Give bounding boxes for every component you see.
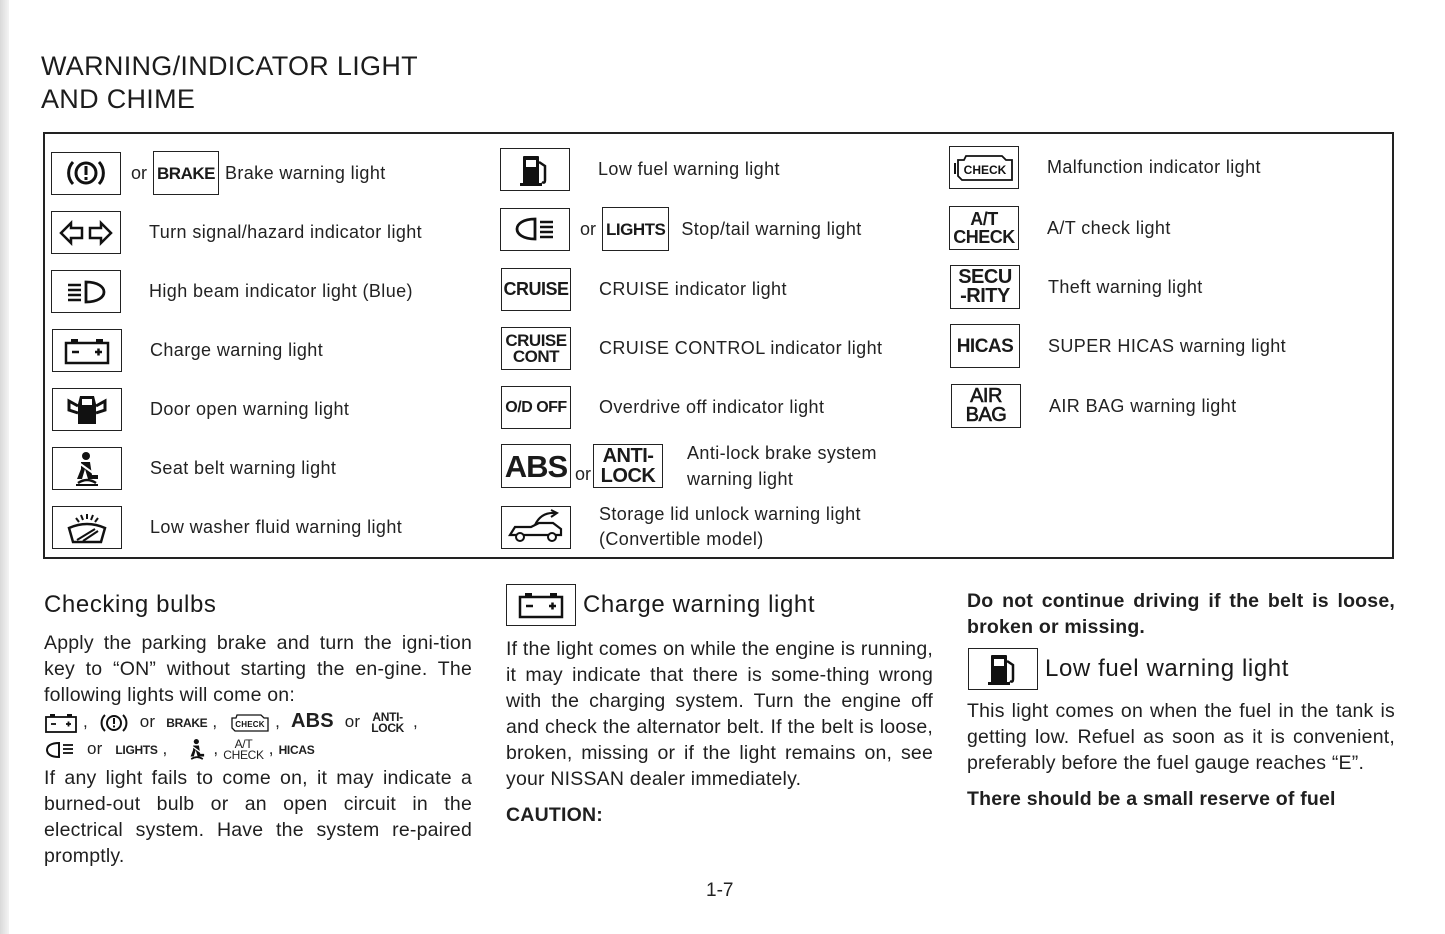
battery-icon (506, 584, 576, 626)
page-title (41, 50, 418, 116)
or-text: or (131, 162, 148, 183)
or-text: or (139, 712, 156, 731)
legend-row-security (950, 265, 1203, 309)
legend-label: Malfunction indicator light (1047, 157, 1261, 177)
legend-row-hicas (950, 324, 1286, 368)
cruise-cont-text-icon (501, 327, 571, 370)
abs-text-icon: ABS (501, 444, 571, 488)
legend-label: Door open warning light (150, 399, 350, 419)
or-text: or (86, 739, 103, 758)
icon-text-line: AIR (970, 385, 1002, 407)
title-line-2: AND CHIME (41, 84, 196, 114)
legend-row-washer (52, 506, 402, 549)
brake-circle-icon (51, 152, 121, 195)
separator: , (275, 712, 281, 731)
legend-row-cruise (501, 268, 787, 311)
high-beam-icon (51, 270, 121, 313)
legend-row-charge (52, 329, 323, 372)
seat-belt-icon (186, 738, 208, 762)
body-paragraph: If any light fails to come on, it may indicate a burned-out bulb or an open circuit in the electrical system. Have the system re-paired promptly. (44, 767, 472, 867)
icon-text-line: CHECK (953, 227, 1015, 247)
legend-label: CRUISE indicator light (599, 279, 787, 299)
warning-light-legend (43, 132, 1394, 559)
legend-label: Overdrive off indicator light (599, 397, 825, 417)
icon-text-line: BAG (965, 404, 1007, 426)
legend-label: Anti-lock brake system (687, 443, 877, 463)
lights-text: LIGHTS (115, 743, 158, 757)
caution-label: CAUTION: (506, 804, 603, 826)
legend-label: A/T check light (1047, 217, 1171, 238)
security-text-icon (950, 265, 1020, 309)
bulb-check-icons-line-2 (44, 736, 472, 763)
separator: , (268, 739, 274, 758)
legend-label: Low fuel warning light (598, 159, 780, 179)
battery-icon (52, 329, 122, 372)
checking-bulbs-section (44, 592, 472, 869)
or-text: or (344, 712, 361, 731)
separator: , (412, 712, 418, 731)
legend-label: Seat belt warning light (150, 458, 337, 478)
icon-text-line: CRUISE (505, 330, 567, 350)
low-fuel-section (967, 588, 1395, 812)
legend-label-two-line (599, 502, 861, 552)
icon-text-line: A/T (234, 736, 253, 751)
legend-label: warning light (687, 469, 794, 489)
legend-label: High beam indicator light (Blue) (149, 281, 413, 301)
od-off-text-icon: O/D OFF (501, 386, 571, 429)
legend-row-brake (51, 151, 386, 195)
air-bag-text-icon (951, 384, 1021, 428)
legend-row-stop-tail (500, 207, 862, 251)
separator: , (162, 739, 168, 758)
legend-row-high-beam (51, 270, 413, 313)
legend-label: Turn signal/hazard indicator light (149, 222, 423, 242)
legend-row-overdrive-off (501, 386, 824, 429)
section-heading: Charge warning light (583, 591, 816, 618)
legend-row-cruise-control (501, 327, 882, 370)
legend-label-two-line (687, 440, 877, 492)
legend-row-low-fuel (500, 148, 780, 191)
legend-label: Low washer fluid warning light (150, 517, 403, 537)
page-edge-shadow (0, 0, 9, 934)
anti-lock-text (371, 709, 405, 735)
section-heading-row (968, 648, 1395, 690)
title-line-1: WARNING/INDICATOR LIGHT (41, 51, 418, 81)
legend-label: (Convertible model) (599, 529, 764, 549)
check-text: CHECK (963, 162, 1007, 177)
separator: , (82, 712, 88, 731)
icon-text-line: -RITY (960, 285, 1010, 307)
body-paragraph: This light comes on when the fuel in the tank is getting low. Refuel as soon as it is convenient, preferably before the fuel gauge reaches “E”. (967, 700, 1395, 774)
convertible-car-icon (501, 506, 571, 549)
separator: , (212, 712, 218, 731)
icon-text-line: CONT (512, 346, 560, 366)
or-text: or (575, 463, 592, 484)
section-heading: Checking bulbs (44, 591, 217, 618)
bulb-check-icons-line-1 (44, 708, 472, 736)
cruise-text-icon: CRUISE (501, 268, 571, 311)
legend-label: Brake warning light (224, 162, 386, 183)
check-text: CHECK (235, 719, 265, 729)
charge-warning-section (506, 584, 933, 828)
engine-check-icon (949, 146, 1019, 189)
icon-text-line: SECU (958, 266, 1012, 288)
legend-row-at-check (949, 206, 1171, 250)
legend-row-malfunction (949, 146, 1261, 189)
legend-label: Stop/tail warning light (681, 218, 862, 239)
washer-fluid-icon (52, 506, 122, 549)
legend-row-air-bag (951, 384, 1236, 428)
hicas-text-icon: HICAS (950, 324, 1020, 368)
engine-check-icon (228, 712, 270, 734)
at-check-text (223, 736, 264, 762)
legend-row-seat-belt (52, 447, 336, 490)
icon-text-line: LOCK (371, 720, 405, 735)
icon-text-line: A/T (970, 209, 998, 229)
legend-row-abs (501, 440, 877, 492)
hicas-text: HICAS (278, 743, 315, 757)
legend-label: Charge warning light (150, 340, 324, 360)
bold-warning: Do not continue driving if the belt is loose, broken or missing. (967, 590, 1395, 638)
separator: , (213, 739, 219, 758)
at-check-text-icon (949, 206, 1019, 250)
brake-text-icon: BRAKE (153, 151, 219, 195)
icon-text-line: LOCK (600, 465, 656, 487)
body-paragraph: Apply the parking brake and turn the igni-tion key to “ON” without starting the en-gine. The following lights will come on: (44, 632, 472, 706)
battery-icon (44, 712, 78, 734)
legend-label: Theft warning light (1048, 276, 1203, 297)
lights-text-icon: LIGHTS (602, 207, 669, 251)
legend-row-storage-lid (501, 502, 861, 552)
page-number: 1-7 (706, 880, 734, 901)
legend-label: SUPER HICAS warning light (1048, 335, 1287, 356)
turn-signal-arrows-icon (51, 211, 121, 254)
or-text: or (580, 218, 597, 239)
legend-label: AIR BAG warning light (1049, 395, 1237, 416)
brake-text: BRAKE (166, 716, 208, 730)
fuel-pump-icon (968, 648, 1038, 690)
tail-light-icon (500, 208, 570, 251)
fuel-pump-icon (500, 148, 570, 191)
brake-circle-icon (99, 711, 129, 735)
section-heading: Low fuel warning light (1045, 655, 1290, 682)
abs-text: ABS (291, 710, 334, 732)
icon-text-line: ANTI- (372, 709, 403, 724)
legend-row-door-open (52, 388, 349, 431)
seat-belt-icon (52, 447, 122, 490)
legend-row-turn-signal (51, 211, 422, 254)
section-heading-row (506, 584, 933, 626)
icon-text-line: ANTI- (602, 445, 654, 467)
legend-label: Storage lid unlock warning light (599, 504, 861, 524)
body-paragraph: If the light comes on while the engine is running, it may indicate that there is some-thing wrong with the charging system. Turn the engine off and check the alternator belt. If the belt is loose, broken, missing or if the light remains on, see your NISSAN dealer immediately. (506, 638, 933, 790)
door-open-car-icon (52, 388, 122, 431)
legend-label: CRUISE CONTROL indicator light (599, 338, 883, 358)
anti-lock-text-icon (593, 444, 663, 488)
icon-text-line: CHECK (223, 747, 264, 762)
bold-warning: There should be a small reserve of fuel (967, 788, 1336, 810)
tail-light-icon (44, 740, 76, 760)
